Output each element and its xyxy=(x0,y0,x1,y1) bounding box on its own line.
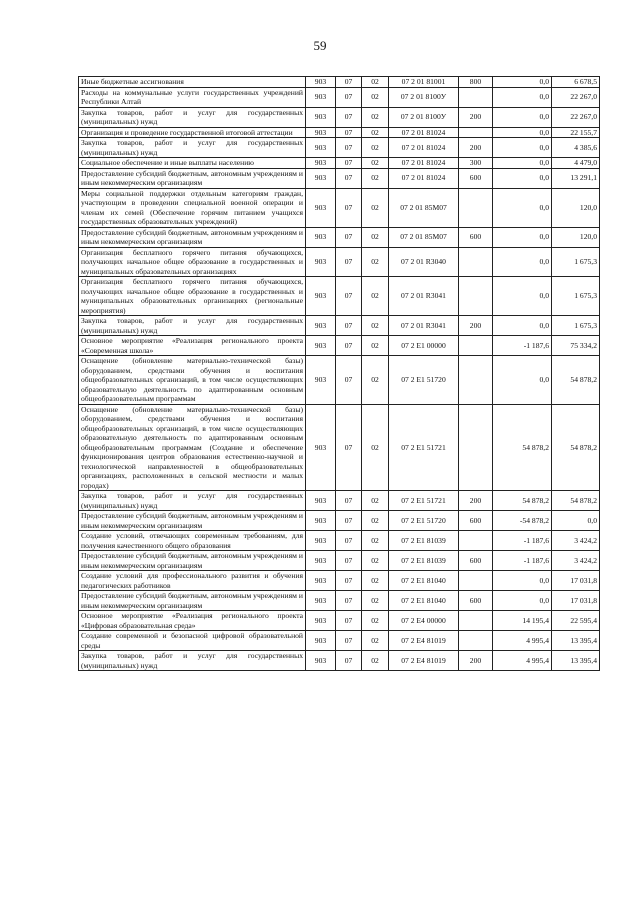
row-total-amount: 120,0 xyxy=(552,227,600,247)
row-expense-type xyxy=(459,611,493,631)
row-subsection-code: 02 xyxy=(362,227,389,247)
table-row xyxy=(79,631,600,651)
row-name: Меры социальной поддержки отдельным категориям граждан, участвующим в проведении специальной военной операции и членам их семей (Обеспечение горячим питанием учащихся государственных образовательных учреждений) xyxy=(79,188,306,227)
row-subsection-code: 02 xyxy=(362,511,389,531)
row-change-amount: 0,0 xyxy=(493,247,552,277)
table-row xyxy=(79,247,600,277)
row-name: Социальное обеспечение и иные выплаты населению xyxy=(79,158,306,169)
row-target-article: 07 2 01 81024 xyxy=(389,138,459,158)
row-section-code: 07 xyxy=(336,404,362,491)
row-total-amount: 13 395,4 xyxy=(552,631,600,651)
row-expense-type: 200 xyxy=(459,316,493,336)
row-expense-type: 300 xyxy=(459,158,493,169)
table-row xyxy=(79,336,600,356)
row-name: Создание современной и безопасной цифровой образовательной среды xyxy=(79,631,306,651)
row-subsection-code: 02 xyxy=(362,277,389,316)
row-name: Закупка товаров, работ и услуг для государственных (муниципальных) нужд xyxy=(79,138,306,158)
row-gr-code: 903 xyxy=(306,87,336,107)
row-name: Предоставление субсидий бюджетным, автономным учреждениям и иным некоммерческим организациям xyxy=(79,551,306,571)
row-change-amount: 4 995,4 xyxy=(493,651,552,671)
row-expense-type: 600 xyxy=(459,551,493,571)
row-target-article: 07 2 Е1 51720 xyxy=(389,356,459,405)
row-change-amount: 0,0 xyxy=(493,188,552,227)
row-expense-type xyxy=(459,531,493,551)
row-section-code: 07 xyxy=(336,591,362,611)
row-gr-code: 903 xyxy=(306,158,336,169)
row-target-article: 07 2 Е1 51721 xyxy=(389,404,459,491)
row-name: Основное мероприятие «Реализация регионального проекта «Современная школа» xyxy=(79,336,306,356)
row-expense-type xyxy=(459,336,493,356)
row-expense-type: 600 xyxy=(459,591,493,611)
row-target-article: 07 2 Е1 51721 xyxy=(389,491,459,511)
table-row xyxy=(79,87,600,107)
row-change-amount: 0,0 xyxy=(493,591,552,611)
row-target-article: 07 2 Е1 81039 xyxy=(389,551,459,571)
row-change-amount: -1 187,6 xyxy=(493,336,552,356)
row-change-amount: 0,0 xyxy=(493,227,552,247)
row-subsection-code: 02 xyxy=(362,87,389,107)
row-target-article: 07 2 01 81024 xyxy=(389,158,459,169)
row-subsection-code: 02 xyxy=(362,591,389,611)
budget-table xyxy=(78,76,600,671)
row-gr-code: 903 xyxy=(306,77,336,88)
row-name: Предоставление субсидий бюджетным, автономным учреждениям и иным некоммерческим организациям xyxy=(79,511,306,531)
row-subsection-code: 02 xyxy=(362,247,389,277)
row-change-amount: 0,0 xyxy=(493,107,552,127)
table-row xyxy=(79,356,600,405)
row-change-amount: 0,0 xyxy=(493,138,552,158)
row-expense-type xyxy=(459,127,493,138)
row-subsection-code: 02 xyxy=(362,551,389,571)
row-subsection-code: 02 xyxy=(362,127,389,138)
row-name: Основное мероприятие «Реализация регионального проекта «Цифровая образовательная среда» xyxy=(79,611,306,631)
row-gr-code: 903 xyxy=(306,168,336,188)
row-section-code: 07 xyxy=(336,277,362,316)
row-section-code: 07 xyxy=(336,227,362,247)
table-row xyxy=(79,491,600,511)
row-total-amount: 17 031,8 xyxy=(552,571,600,591)
row-change-amount: 0,0 xyxy=(493,571,552,591)
row-section-code: 07 xyxy=(336,631,362,651)
row-target-article: 07 2 01 81001 xyxy=(389,77,459,88)
row-expense-type: 200 xyxy=(459,107,493,127)
row-target-article: 07 2 Е1 81040 xyxy=(389,571,459,591)
row-section-code: 07 xyxy=(336,247,362,277)
row-target-article: 07 2 Е1 51720 xyxy=(389,511,459,531)
row-expense-type: 600 xyxy=(459,227,493,247)
row-total-amount: 1 675,3 xyxy=(552,277,600,316)
row-gr-code: 903 xyxy=(306,631,336,651)
row-name: Предоставление субсидий бюджетным, автономным учреждениям и иным некоммерческим организациям xyxy=(79,227,306,247)
row-change-amount: 0,0 xyxy=(493,77,552,88)
row-total-amount: 4 479,0 xyxy=(552,158,600,169)
table-row xyxy=(79,591,600,611)
row-change-amount: 0,0 xyxy=(493,87,552,107)
row-name: Организация бесплатного горячего питания обучающихся, получающих начальное общее образование в государственных и муниципальных образовательных организациях (региональные мероприятия) xyxy=(79,277,306,316)
table-row xyxy=(79,404,600,491)
row-expense-type xyxy=(459,571,493,591)
row-gr-code: 903 xyxy=(306,227,336,247)
row-section-code: 07 xyxy=(336,356,362,405)
row-gr-code: 903 xyxy=(306,247,336,277)
row-target-article: 07 2 Е1 81040 xyxy=(389,591,459,611)
table-row xyxy=(79,127,600,138)
row-gr-code: 903 xyxy=(306,611,336,631)
row-subsection-code: 02 xyxy=(362,77,389,88)
row-gr-code: 903 xyxy=(306,404,336,491)
row-expense-type: 200 xyxy=(459,138,493,158)
table-body xyxy=(79,77,600,671)
row-subsection-code: 02 xyxy=(362,651,389,671)
row-name: Закупка товаров, работ и услуг для государственных (муниципальных) нужд xyxy=(79,651,306,671)
row-gr-code: 903 xyxy=(306,356,336,405)
table-row xyxy=(79,611,600,631)
row-total-amount: 13 395,4 xyxy=(552,651,600,671)
row-section-code: 07 xyxy=(336,77,362,88)
row-change-amount: 0,0 xyxy=(493,168,552,188)
table-row xyxy=(79,651,600,671)
row-section-code: 07 xyxy=(336,511,362,531)
row-total-amount: 1 675,3 xyxy=(552,316,600,336)
row-total-amount: 13 291,1 xyxy=(552,168,600,188)
row-subsection-code: 02 xyxy=(362,138,389,158)
table-row xyxy=(79,158,600,169)
row-subsection-code: 02 xyxy=(362,491,389,511)
row-total-amount: 3 424,2 xyxy=(552,531,600,551)
row-gr-code: 903 xyxy=(306,651,336,671)
row-change-amount: -1 187,6 xyxy=(493,551,552,571)
table-row xyxy=(79,77,600,88)
row-section-code: 07 xyxy=(336,336,362,356)
row-section-code: 07 xyxy=(336,611,362,631)
row-gr-code: 903 xyxy=(306,571,336,591)
row-expense-type: 600 xyxy=(459,511,493,531)
row-subsection-code: 02 xyxy=(362,531,389,551)
row-gr-code: 903 xyxy=(306,277,336,316)
row-section-code: 07 xyxy=(336,571,362,591)
row-target-article: 07 2 01 8100У xyxy=(389,107,459,127)
row-section-code: 07 xyxy=(336,651,362,671)
row-section-code: 07 xyxy=(336,188,362,227)
row-subsection-code: 02 xyxy=(362,188,389,227)
table-row xyxy=(79,316,600,336)
row-section-code: 07 xyxy=(336,491,362,511)
row-gr-code: 903 xyxy=(306,336,336,356)
row-target-article: 07 2 Е1 81039 xyxy=(389,531,459,551)
row-name: Оснащение (обновление материально-технической базы) оборудованием, средствами обучения и воспитания общеобразовательных организаций, в том числе осуществляющих образовательную деятельность по адаптированным основным общеобразовательным программам (Создание и обеспечение функционирования центров образования естественно-научной и технологической направленностей в общеобразовательных организациях, расположенных в сельской местности и малых городах) xyxy=(79,404,306,491)
page-number: 59 xyxy=(313,38,327,53)
row-name: Расходы на коммунальные услуги государственных учреждений Республики Алтай xyxy=(79,87,306,107)
row-change-amount: 54 878,2 xyxy=(493,404,552,491)
row-expense-type xyxy=(459,188,493,227)
table-row xyxy=(79,571,600,591)
row-total-amount: 54 878,2 xyxy=(552,404,600,491)
row-target-article: 07 2 Е1 00000 xyxy=(389,336,459,356)
row-change-amount: 4 995,4 xyxy=(493,631,552,651)
row-section-code: 07 xyxy=(336,158,362,169)
row-expense-type xyxy=(459,404,493,491)
row-total-amount: 54 878,2 xyxy=(552,356,600,405)
row-gr-code: 903 xyxy=(306,138,336,158)
row-change-amount: -54 878,2 xyxy=(493,511,552,531)
row-change-amount: 14 195,4 xyxy=(493,611,552,631)
row-total-amount: 17 031,8 xyxy=(552,591,600,611)
row-total-amount: 4 385,6 xyxy=(552,138,600,158)
row-name: Закупка товаров, работ и услуг для государственных (муниципальных) нужд xyxy=(79,107,306,127)
table-row xyxy=(79,227,600,247)
row-name: Создание условий, отвечающих современным требованиям, для получения качественного общего образования xyxy=(79,531,306,551)
row-total-amount: 75 334,2 xyxy=(552,336,600,356)
table-row xyxy=(79,277,600,316)
row-target-article: 07 2 Е4 00000 xyxy=(389,611,459,631)
row-total-amount: 22 155,7 xyxy=(552,127,600,138)
row-target-article: 07 2 01 R3041 xyxy=(389,277,459,316)
row-expense-type xyxy=(459,356,493,405)
row-total-amount: 0,0 xyxy=(552,511,600,531)
row-name: Оснащение (обновление материально-технической базы) оборудованием, средствами обучения и воспитания общеобразовательных организаций, в том числе осуществляющих образовательную деятельность по адаптированным основным общеобразовательным программам xyxy=(79,356,306,405)
row-target-article: 07 2 01 R3040 xyxy=(389,247,459,277)
row-target-article: 07 2 Е4 81019 xyxy=(389,631,459,651)
row-subsection-code: 02 xyxy=(362,168,389,188)
row-expense-type: 600 xyxy=(459,168,493,188)
row-change-amount: -1 187,6 xyxy=(493,531,552,551)
row-name: Предоставление субсидий бюджетным, автономным учреждениям и иным некоммерческим организациям xyxy=(79,168,306,188)
row-expense-type: 200 xyxy=(459,491,493,511)
row-target-article: 07 2 01 81024 xyxy=(389,127,459,138)
row-change-amount: 54 878,2 xyxy=(493,491,552,511)
row-change-amount: 0,0 xyxy=(493,158,552,169)
row-section-code: 07 xyxy=(336,87,362,107)
row-name: Предоставление субсидий бюджетным, автономным учреждениям и иным некоммерческим организациям xyxy=(79,591,306,611)
row-gr-code: 903 xyxy=(306,491,336,511)
row-gr-code: 903 xyxy=(306,531,336,551)
row-target-article: 07 2 01 R3041 xyxy=(389,316,459,336)
row-total-amount: 1 675,3 xyxy=(552,247,600,277)
row-change-amount: 0,0 xyxy=(493,277,552,316)
row-total-amount: 120,0 xyxy=(552,188,600,227)
row-name: Организация бесплатного горячего питания обучающихся, получающих начальное общее образование в государственных и муниципальных образовательных организациях xyxy=(79,247,306,277)
row-subsection-code: 02 xyxy=(362,611,389,631)
row-section-code: 07 xyxy=(336,531,362,551)
row-expense-type xyxy=(459,631,493,651)
table-row xyxy=(79,168,600,188)
row-change-amount: 0,0 xyxy=(493,356,552,405)
table-row xyxy=(79,551,600,571)
row-change-amount: 0,0 xyxy=(493,316,552,336)
row-name: Закупка товаров, работ и услуг для государственных (муниципальных) нужд xyxy=(79,491,306,511)
row-subsection-code: 02 xyxy=(362,107,389,127)
table-row xyxy=(79,531,600,551)
row-target-article: 07 2 Е4 81019 xyxy=(389,651,459,671)
row-change-amount: 0,0 xyxy=(493,127,552,138)
row-total-amount: 22 267,0 xyxy=(552,107,600,127)
row-total-amount: 54 878,2 xyxy=(552,491,600,511)
row-gr-code: 903 xyxy=(306,551,336,571)
row-expense-type xyxy=(459,247,493,277)
row-target-article: 07 2 01 81024 xyxy=(389,168,459,188)
row-target-article: 07 2 01 85М07 xyxy=(389,188,459,227)
row-subsection-code: 02 xyxy=(362,404,389,491)
row-gr-code: 903 xyxy=(306,127,336,138)
row-name: Создание условий для профессионального развития и обучения педагогических работников xyxy=(79,571,306,591)
row-subsection-code: 02 xyxy=(362,316,389,336)
row-section-code: 07 xyxy=(336,168,362,188)
row-total-amount: 3 424,2 xyxy=(552,551,600,571)
row-total-amount: 6 678,5 xyxy=(552,77,600,88)
row-total-amount: 22 595,4 xyxy=(552,611,600,631)
row-name: Иные бюджетные ассигнования xyxy=(79,77,306,88)
row-gr-code: 903 xyxy=(306,188,336,227)
row-expense-type xyxy=(459,87,493,107)
row-expense-type: 200 xyxy=(459,651,493,671)
row-section-code: 07 xyxy=(336,107,362,127)
row-total-amount: 22 267,0 xyxy=(552,87,600,107)
row-section-code: 07 xyxy=(336,551,362,571)
row-name: Закупка товаров, работ и услуг для государственных (муниципальных) нужд xyxy=(79,316,306,336)
row-subsection-code: 02 xyxy=(362,571,389,591)
row-section-code: 07 xyxy=(336,127,362,138)
row-section-code: 07 xyxy=(336,316,362,336)
table-row xyxy=(79,138,600,158)
row-target-article: 07 2 01 85М07 xyxy=(389,227,459,247)
row-section-code: 07 xyxy=(336,138,362,158)
table-row xyxy=(79,188,600,227)
row-expense-type: 800 xyxy=(459,77,493,88)
row-gr-code: 903 xyxy=(306,511,336,531)
row-gr-code: 903 xyxy=(306,591,336,611)
table-row xyxy=(79,511,600,531)
row-subsection-code: 02 xyxy=(362,631,389,651)
row-subsection-code: 02 xyxy=(362,158,389,169)
row-target-article: 07 2 01 8100У xyxy=(389,87,459,107)
row-expense-type xyxy=(459,277,493,316)
row-gr-code: 903 xyxy=(306,316,336,336)
row-gr-code: 903 xyxy=(306,107,336,127)
table-row xyxy=(79,107,600,127)
row-subsection-code: 02 xyxy=(362,356,389,405)
row-subsection-code: 02 xyxy=(362,336,389,356)
row-name: Организация и проведение государственной итоговой аттестации xyxy=(79,127,306,138)
